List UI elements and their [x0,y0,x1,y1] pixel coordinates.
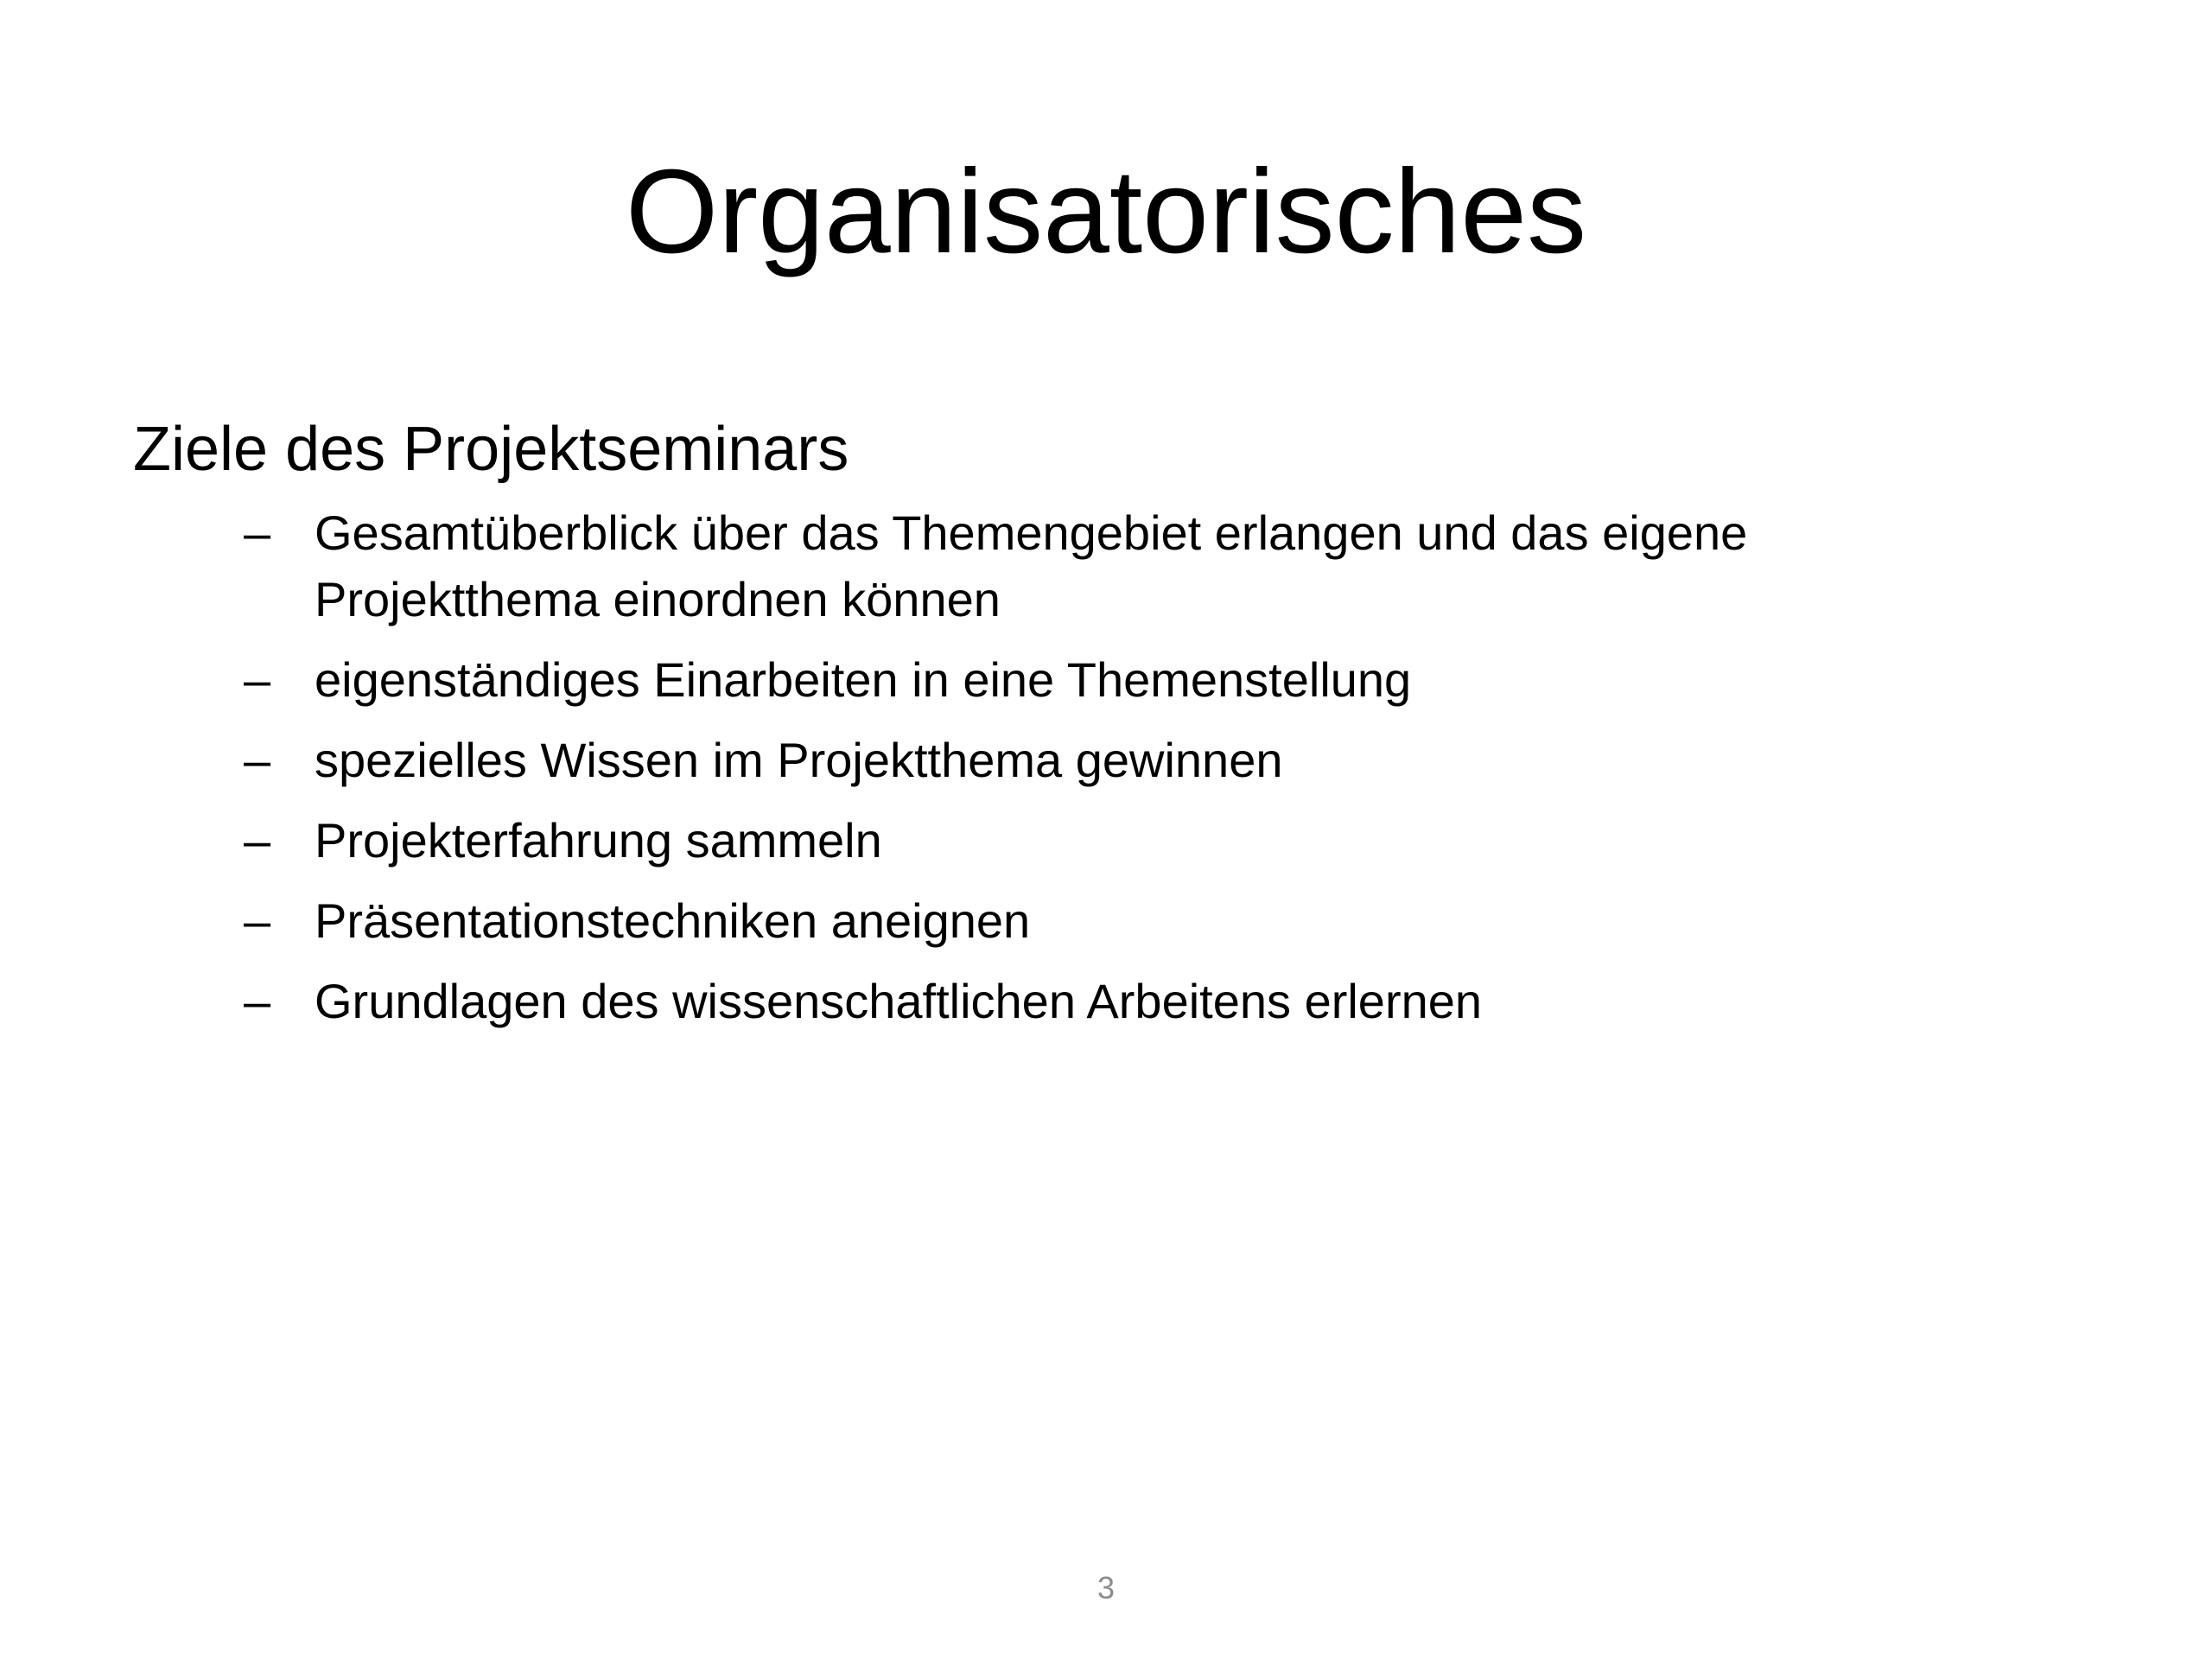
bullet-text: Gesamtüberblick über das Themengebiet erlangen und das eigene Projektthema einordnen können [315,505,1748,626]
list-item [133,646,2077,713]
bullet-text: spezielles Wissen im Projektthema gewinnen [315,733,1283,787]
slide-title: Organisatorisches [625,145,1587,278]
dash-icon: – [244,505,271,560]
dash-icon: – [244,813,271,868]
bullet-text: Grundlagen des wissenschaftlichen Arbeitens erlernen [315,974,1483,1028]
page-number: 3 [1096,1570,1116,1605]
dash-icon: – [244,652,271,707]
list-item [133,887,2077,954]
list-item [133,727,2077,793]
dash-icon: – [244,974,271,1028]
slide-content [133,406,2077,1048]
dash-icon: – [244,733,271,787]
bullet-text: eigenständiges Einarbeiten in eine Themenstellung [315,652,1412,707]
bullet-text: Präsentationstechniken aneignen [315,893,1031,948]
list-item [133,807,2077,874]
bullet-text: Projekterfahrung sammeln [315,813,882,868]
section-heading: Ziele des Projektseminars [133,415,849,484]
list-item [133,968,2077,1034]
list-item [133,499,2077,632]
bullet-list [133,499,2077,1034]
dash-icon: – [244,893,271,948]
